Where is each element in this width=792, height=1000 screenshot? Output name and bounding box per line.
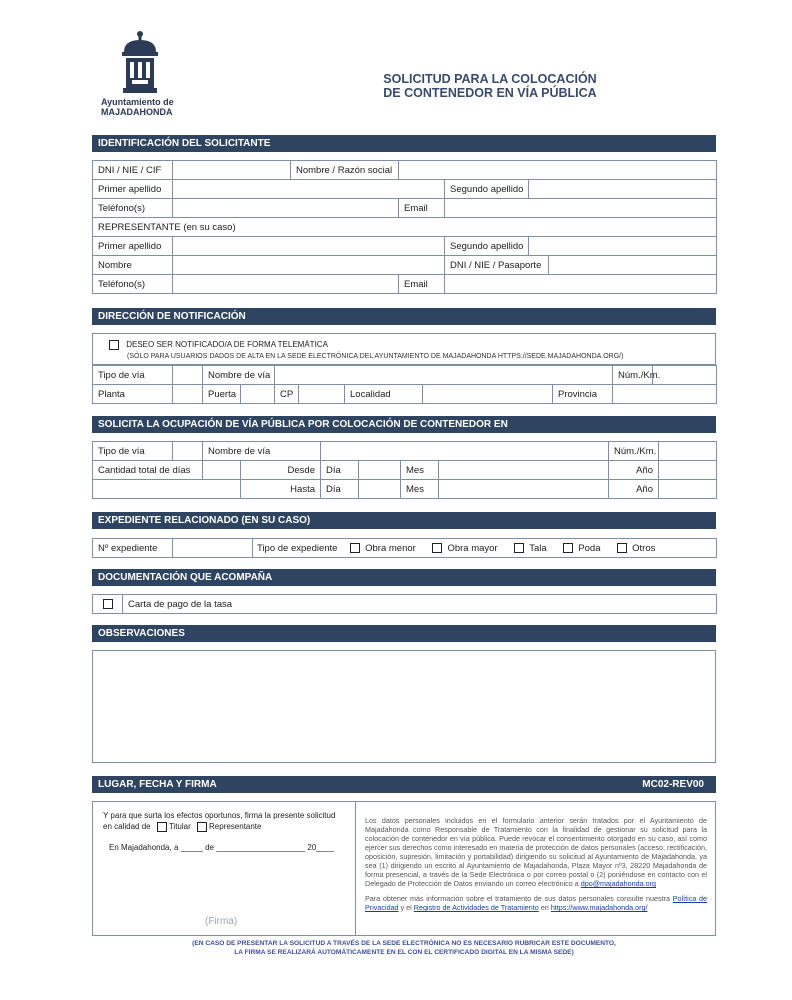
- rep-segundo-apellido-field[interactable]: [529, 237, 717, 256]
- titular-checkbox[interactable]: [157, 822, 167, 832]
- table-row: [93, 539, 717, 558]
- num-expediente-label: Nº expediente: [93, 539, 173, 558]
- hasta-dia-label: Día: [321, 480, 359, 499]
- representante-checkbox[interactable]: [197, 822, 207, 832]
- telematic-checkbox[interactable]: [109, 340, 119, 350]
- hasta-mes-field[interactable]: [439, 480, 609, 499]
- cp-label: CP: [275, 385, 299, 404]
- nombre-via-label: Nombre de vía: [203, 366, 275, 385]
- table-row: [93, 480, 717, 499]
- signature-line-1: Y para que surta los efectos oportunos, firma la presente solicitud: [103, 811, 336, 820]
- signature-section-title: LUGAR, FECHA Y FIRMA: [98, 779, 217, 790]
- primer-apellido-field[interactable]: [173, 180, 445, 199]
- table-row: [93, 442, 717, 461]
- table-row: [93, 366, 717, 385]
- tipo-expediente-cell: [253, 539, 717, 558]
- rep-segundo-apellido-label: Segundo apellido: [445, 237, 529, 256]
- section-header-observations: OBSERVACIONES: [92, 625, 716, 642]
- puerta-field[interactable]: [241, 385, 275, 404]
- table-row: [93, 237, 717, 256]
- obra-mayor-label: Obra mayor: [447, 542, 498, 554]
- tipo-via-field[interactable]: [173, 366, 203, 385]
- tipo-via-label: Tipo de vía: [93, 366, 173, 385]
- cp-field[interactable]: [299, 385, 345, 404]
- section-header-applicant: IDENTIFICACIÓN DEL SOLICITANTE: [92, 135, 716, 152]
- desde-mes-field[interactable]: [439, 461, 609, 480]
- hasta-anio-field[interactable]: [659, 480, 717, 499]
- table-row: [93, 275, 717, 294]
- tala-checkbox[interactable]: [514, 543, 524, 553]
- section-header-documentation: DOCUMENTACIÓN QUE ACOMPAÑA: [92, 569, 716, 586]
- planta-label: Planta: [93, 385, 173, 404]
- privacy-policy-link[interactable]: Política de Privacidad: [365, 894, 708, 912]
- poda-checkbox[interactable]: [563, 543, 573, 553]
- date-line[interactable]: En Majadahonda, a _____ de ____________________ 20____: [109, 843, 335, 852]
- blank-cell: [93, 480, 241, 499]
- occ-num-km-field[interactable]: [659, 442, 717, 461]
- desde-dia-field[interactable]: [359, 461, 401, 480]
- otros-checkbox[interactable]: [617, 543, 627, 553]
- table-row: [93, 461, 717, 480]
- localidad-label: Localidad: [345, 385, 423, 404]
- telefono-label: Teléfono(s): [93, 199, 173, 218]
- rep-telefono-field[interactable]: [173, 275, 399, 294]
- provincia-label: Provincia: [553, 385, 613, 404]
- representante-label: Representante: [209, 822, 262, 831]
- table-row: [93, 385, 717, 404]
- expediente-table: [92, 538, 717, 558]
- table-row: [93, 218, 717, 237]
- otros-label: Otros: [632, 542, 656, 554]
- privacy-notice: [365, 816, 707, 912]
- signature-area: [93, 802, 356, 935]
- applicant-table: [92, 160, 717, 294]
- hasta-anio-label: Año: [609, 480, 659, 499]
- rep-email-label: Email: [399, 275, 445, 294]
- segundo-apellido-field[interactable]: [529, 180, 717, 199]
- desde-anio-field[interactable]: [659, 461, 717, 480]
- municipal-logo: [95, 30, 185, 120]
- localidad-field[interactable]: [423, 385, 553, 404]
- title-line-2: DE CONTENEDOR EN VÍA PÚBLICA: [383, 86, 597, 100]
- segundo-apellido-label: Segundo apellido: [445, 180, 529, 199]
- section-header-signature: [92, 776, 716, 793]
- observations-textarea[interactable]: [92, 650, 716, 763]
- signature-text: [103, 810, 335, 853]
- occupation-table: [92, 441, 717, 499]
- table-row: [93, 180, 717, 199]
- dni-label: DNI / NIE / CIF: [93, 161, 173, 180]
- desde-dia-label: Día: [321, 461, 359, 480]
- occ-nombre-via-field[interactable]: [321, 442, 609, 461]
- table-row: [93, 595, 717, 614]
- rep-email-field[interactable]: [445, 275, 717, 294]
- poda-label: Poda: [578, 542, 601, 554]
- nombre-razon-label: Nombre / Razón social: [291, 161, 399, 180]
- telefono-field[interactable]: [173, 199, 399, 218]
- desde-anio-label: Año: [609, 461, 659, 480]
- occ-tipo-via-field[interactable]: [173, 442, 203, 461]
- section-header-notification: DIRECCIÓN DE NOTIFICACIÓN: [92, 308, 716, 325]
- occ-tipo-via-label: Tipo de vía: [93, 442, 173, 461]
- hasta-mes-label: Mes: [401, 480, 439, 499]
- num-km-label: Núm./Km.: [613, 366, 653, 385]
- cantidad-dias-field[interactable]: [203, 461, 241, 480]
- table-row: [93, 256, 717, 275]
- rep-primer-apellido-label: Primer apellido: [93, 237, 173, 256]
- rep-telefono-label: Teléfono(s): [93, 275, 173, 294]
- hasta-dia-field[interactable]: [359, 480, 401, 499]
- num-expediente-field[interactable]: [173, 539, 253, 558]
- obra-menor-checkbox[interactable]: [350, 543, 360, 553]
- footer-note: [92, 940, 716, 957]
- primer-apellido-label: Primer apellido: [93, 180, 173, 199]
- email-label: Email: [399, 199, 445, 218]
- carta-pago-label: Carta de pago de la tasa: [123, 595, 717, 614]
- privacy-en: en: [540, 903, 549, 912]
- nombre-razon-field[interactable]: [399, 161, 717, 180]
- crown-tower-icon: [110, 30, 170, 96]
- carta-pago-check-cell: [93, 595, 123, 614]
- rep-nombre-field[interactable]: [173, 256, 445, 275]
- rep-dni-label: DNI / NIE / Pasaporte: [445, 256, 549, 275]
- footer-line-1: (EN CASO DE PRESENTAR LA SOLICITUD A TRAVÉS DE LA SEDE ELECTRÓNICA NO ES NECESARIO RUBRICAR ESTE DOCUMENTO,: [192, 940, 616, 947]
- privacy-paragraph-1: Los datos personales incluidos en el formulario anterior serán tratados por el Ayuntamiento de Majadahonda como Responsable de Tratamiento con la finalidad de gestionar su solicitud para la colocación de contenedor en vía pública. Puede revocar el consentimiento otorgado en su caso, así como ejercer sus derechos como interesado en materia de protección de datos personales (acceso, rectificación, oposición, supresión, limitación y portabilidad) dirigiendo su solicitud al Ayuntamiento de Majadahonda, ya sea (1) dirigiendo un escrito al Ayuntamiento de Majadahonda, Plaza Mayor nº3, 28220 Majadahonda de forma presencial, a través de la Sede Electrónica o por correo postal o (2) poniéndose en contacto con el Delegado de Protección de Datos enviando un correo electrónico a: [365, 816, 707, 888]
- occ-num-km-label: Núm./Km.: [609, 442, 659, 461]
- dpo-email-link[interactable]: dpo@majadahonda.org: [580, 879, 656, 888]
- planta-field[interactable]: [173, 385, 203, 404]
- firma-label: (Firma): [205, 916, 238, 927]
- cantidad-dias-label: Cantidad total de días: [93, 461, 203, 480]
- num-km-field[interactable]: [653, 366, 717, 385]
- logo-line-1: Ayuntamiento de: [101, 97, 174, 107]
- form-code: MC02-REV00: [642, 779, 704, 790]
- nombre-via-field[interactable]: [275, 366, 613, 385]
- privacy-and: y el: [400, 903, 412, 912]
- titular-label: Titular: [168, 822, 191, 831]
- rep-primer-apellido-field[interactable]: [173, 237, 445, 256]
- footer-line-2: LA FIRMA SE REALIZARÁ AUTOMÁTICAMENTE EN EL CON EL CERTIFICADO DIGITAL EN LA MISMA SEDE): [234, 948, 574, 956]
- calidad-label: en calidad de: [103, 822, 151, 831]
- page-title: [330, 72, 650, 100]
- representante-label: REPRESENTANTE (en su caso): [93, 218, 717, 237]
- obra-mayor-checkbox[interactable]: [432, 543, 442, 553]
- signature-box: [92, 801, 716, 936]
- carta-pago-checkbox[interactable]: [103, 599, 113, 609]
- provincia-field[interactable]: [613, 385, 717, 404]
- website-link[interactable]: https://www.majadahonda.org/: [550, 903, 648, 912]
- obra-menor-label: Obra menor: [365, 542, 416, 554]
- hasta-label: Hasta: [241, 480, 321, 499]
- logo-text: [101, 97, 191, 117]
- table-row: [93, 161, 717, 180]
- notification-table: [92, 365, 717, 404]
- puerta-label: Puerta: [203, 385, 241, 404]
- notification-check-box: [92, 333, 716, 365]
- occ-nombre-via-label: Nombre de vía: [203, 442, 321, 461]
- email-field[interactable]: [445, 199, 717, 218]
- telematic-note: (SÓLO PARA USUARIOS DADOS DE ALTA EN LA SEDE ELECTRÓNICA DEL AYUNTAMIENTO DE MAJADAHONDA HTTPS://SEDE.MAJADAHONDA.ORG/): [127, 353, 624, 360]
- dni-field[interactable]: [173, 161, 291, 180]
- activities-register-link[interactable]: Registro de Actividades de Tratamiento: [413, 903, 539, 912]
- table-row: [93, 199, 717, 218]
- tala-label: Tala: [529, 542, 547, 554]
- title-line-1: SOLICITUD PARA LA COLOCACIÓN: [383, 72, 597, 86]
- desde-mes-label: Mes: [401, 461, 439, 480]
- section-header-expediente: EXPEDIENTE RELACIONADO (EN SU CASO): [92, 512, 716, 529]
- tipo-expediente-label: Tipo de expediente: [257, 542, 338, 554]
- privacy-paragraph-2: Para obtener más información sobre el tratamiento de sus datos personales consulte nuestra: [365, 894, 671, 903]
- desde-label: Desde: [241, 461, 321, 480]
- rep-dni-field[interactable]: [549, 256, 717, 275]
- rep-nombre-label: Nombre: [93, 256, 173, 275]
- documentation-table: [92, 594, 717, 614]
- telematic-label: DESEO SER NOTIFICADO/A DE FORMA TELEMÁTICA: [126, 340, 328, 350]
- logo-line-2: MAJADAHONDA: [101, 107, 173, 117]
- section-header-occupation: SOLICITA LA OCUPACIÓN DE VÍA PÚBLICA POR COLOCACIÓN DE CONTENEDOR EN: [92, 416, 716, 433]
